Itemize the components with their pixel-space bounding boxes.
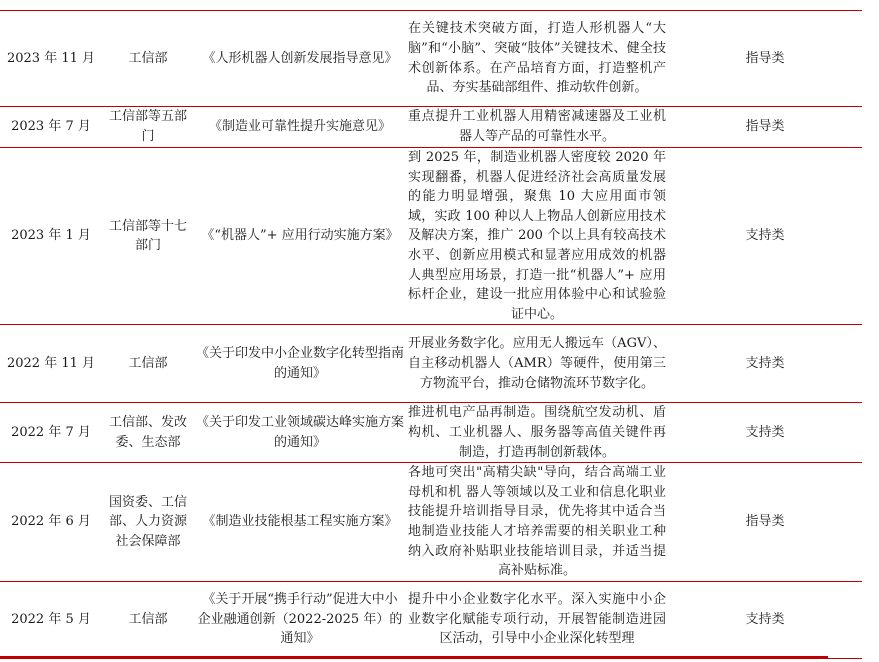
type-cell: 支持类 [668,581,862,658]
content-cell: 重点提升工业机器人用精密减速器及工业机器人等产品的可靠性水平。 [406,107,668,148]
policy-name-cell: 《制造业可靠性提升实施意见》 [194,107,406,148]
content-cell: 到 2025 年，制造业机器人密度较 2020 年实现翻番，机器人促进经济社会高质量发展的能力明显增强，聚焦 10 大应用面市领域，实政 100 种以人上物品人创新应用技术及解决方案，推广 200 个以上具有较高技术水平、创新应用模式和显著应用成效的机器人典型应用场景，打造一批“机器人”+ 应用标杆企业，建设一批应用体验中心和试验验证中心。 [406,148,668,325]
policy-table [0,10,862,659]
department-cell: 工信部、发改委、生态部 [102,403,194,463]
policy-name-cell: 《“机器人”+ 应用行动实施方案》 [194,148,406,325]
type-cell: 指导类 [668,11,862,107]
content-cell: 在关键技术突破方面，打造人形机器人“大脑”和“小脑”、突破“肢体”关键技术、健全技术创新体系。在产品培育方面，打造整机产品、夯实基础部组件、推动软件创新。 [406,11,668,107]
table-row [0,463,862,582]
date-cell: 2023 年 1 月 [0,148,102,325]
date-cell: 2023 年 7 月 [0,107,102,148]
content-cell: 提升中小企业数字化水平。深入实施中小企业数字化赋能专项行动，开展智能制造进园区活动，引导中小企业深化转型理 [406,581,668,658]
table-row [0,148,862,325]
policy-name-cell: 《关于印发工业领域碳达峰实施方案的通知》 [194,403,406,463]
type-cell: 支持类 [668,148,862,325]
content-cell: 各地可突出"高精尖缺"导向，结合高端工业母机和机 器人等领域以及工业和信息化职业技能提升培训指导目录，优先将其中适合当地制造业技能人才培养需要的相关职业工种纳入政府补贴职业技能培训目录，并适当提高补贴标准。 [406,463,668,582]
type-cell: 支持类 [668,325,862,403]
table-row [0,11,862,107]
type-cell: 支持类 [668,403,862,463]
content-cell: 开展业务数字化。应用无人搬远车（AGV）、自主移动机器人（AMR）等硬件，使用第三方物流平台，推动仓储物流环节数字化。 [406,325,668,403]
policy-name-cell: 《关于开展“携手行动”促进大中小企业融通创新（2022-2025 年）的通知》 [194,581,406,658]
table-row [0,403,862,463]
date-cell: 2022 年 6 月 [0,463,102,582]
footer-divider [0,656,828,659]
date-cell: 2022 年 5 月 [0,581,102,658]
department-cell: 工信部 [102,11,194,107]
date-cell: 2022 年 11 月 [0,325,102,403]
table-row [0,107,862,148]
department-cell: 国资委、工信部、人力资源社会保障部 [102,463,194,582]
type-cell: 指导类 [668,107,862,148]
department-cell: 工信部 [102,325,194,403]
content-cell: 推进机电产品再制造。围绕航空发动机、盾构机、工业机器人、服务器等高值关键件再制造，打造再制创新载体。 [406,403,668,463]
department-cell: 工信部 [102,581,194,658]
policy-name-cell: 《人形机器人创新发展指导意见》 [194,11,406,107]
policy-name-cell: 《关于印发中小企业数字化转型指南的通知》 [194,325,406,403]
policy-name-cell: 《制造业技能根基工程实施方案》 [194,463,406,582]
department-cell: 工信部等五部门 [102,107,194,148]
table-row [0,325,862,403]
department-cell: 工信部等十七部门 [102,148,194,325]
date-cell: 2023 年 11 月 [0,11,102,107]
date-cell: 2022 年 7 月 [0,403,102,463]
table-row [0,581,862,658]
type-cell: 指导类 [668,463,862,582]
